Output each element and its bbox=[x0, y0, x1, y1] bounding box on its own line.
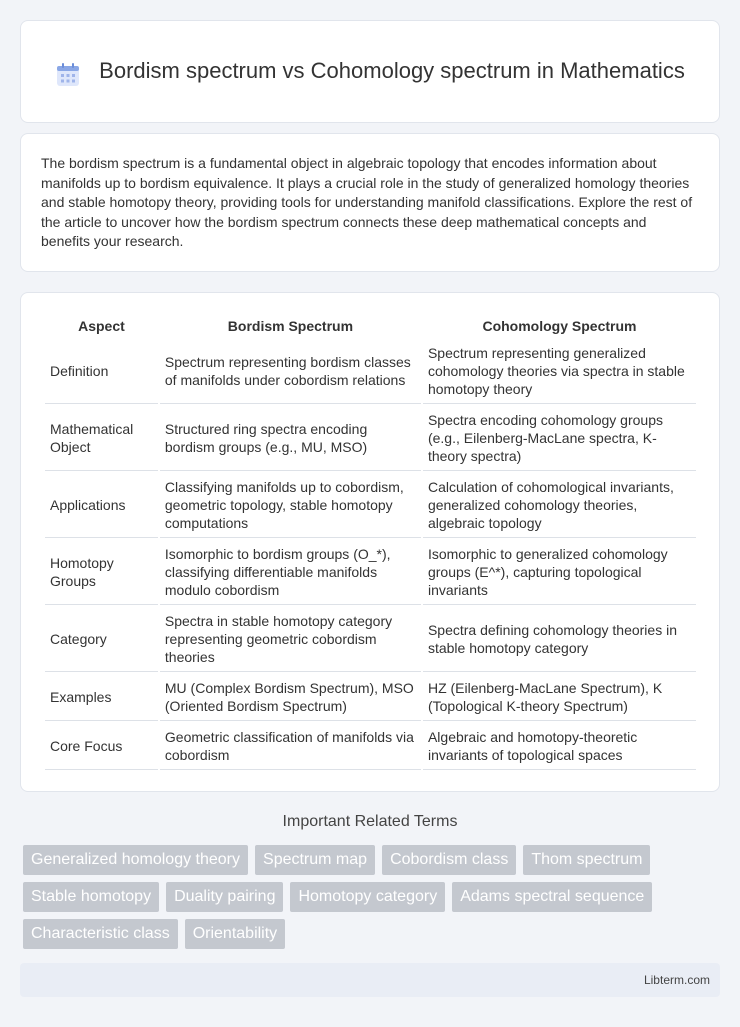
header-bordism: Bordism Spectrum bbox=[227, 318, 354, 334]
cell-aspect: Definition bbox=[45, 339, 158, 404]
related-term-tag[interactable]: Spectrum map bbox=[255, 845, 375, 875]
table-row bbox=[45, 723, 696, 770]
comparison-card bbox=[20, 292, 720, 792]
cell-cohomology: Spectrum representing generalized cohomology theories via spectra in stable homotopy theory bbox=[423, 339, 696, 404]
cell-aspect: Homotopy Groups bbox=[45, 540, 158, 605]
table-row bbox=[45, 473, 696, 538]
cell-cohomology: Spectra encoding cohomology groups (e.g., Eilenberg-MacLane spectra, K-theory spectra) bbox=[423, 406, 696, 471]
title-wrap bbox=[50, 56, 690, 88]
page-title: Bordism spectrum vs Cohomology spectrum in Mathematics bbox=[99, 57, 685, 83]
cell-bordism: Isomorphic to bordism groups (O_*), classifying differentiable manifolds modulo cobordism bbox=[160, 540, 421, 605]
table-row bbox=[45, 406, 696, 471]
related-term-tag[interactable]: Adams spectral sequence bbox=[452, 882, 652, 912]
related-term-tag[interactable]: Thom spectrum bbox=[523, 845, 650, 875]
header-cohomology: Cohomology Spectrum bbox=[482, 318, 637, 334]
cell-cohomology: HZ (Eilenberg-MacLane Spectrum), K (Topological K-theory Spectrum) bbox=[423, 674, 696, 721]
related-term-tag[interactable]: Stable homotopy bbox=[23, 882, 159, 912]
cell-aspect: Core Focus bbox=[45, 723, 158, 770]
header-aspect: Aspect bbox=[78, 318, 125, 334]
related-terms-title: Important Related Terms bbox=[282, 813, 458, 830]
cell-aspect: Mathematical Object bbox=[45, 406, 158, 471]
cell-aspect: Category bbox=[45, 607, 158, 672]
related-terms-list bbox=[23, 845, 713, 956]
cell-aspect: Examples bbox=[45, 674, 158, 721]
footer-brand-link[interactable]: Libterm.com bbox=[643, 973, 710, 987]
table-row bbox=[45, 607, 696, 672]
title-card bbox=[20, 20, 720, 123]
related-term-tag[interactable]: Cobordism class bbox=[382, 845, 516, 875]
cell-bordism: Spectrum representing bordism classes of manifolds under cobordism relations bbox=[160, 339, 421, 404]
table-row bbox=[45, 339, 696, 404]
related-term-tag[interactable]: Generalized homology theory bbox=[23, 845, 248, 875]
cell-aspect: Applications bbox=[45, 473, 158, 538]
related-term-tag[interactable]: Duality pairing bbox=[166, 882, 283, 912]
related-term-tag[interactable]: Characteristic class bbox=[23, 919, 178, 949]
related-term-tag[interactable]: Orientability bbox=[185, 919, 285, 949]
cell-bordism: Classifying manifolds up to cobordism, geometric topology, stable homotopy computations bbox=[160, 473, 421, 538]
cell-bordism: MU (Complex Bordism Spectrum), MSO (Oriented Bordism Spectrum) bbox=[160, 674, 421, 721]
table-header-row bbox=[45, 315, 696, 337]
cell-bordism: Spectra in stable homotopy category representing geometric cobordism theories bbox=[160, 607, 421, 672]
comparison-table bbox=[43, 313, 698, 772]
cell-cohomology: Spectra defining cohomology theories in stable homotopy category bbox=[423, 607, 696, 672]
table-row bbox=[45, 540, 696, 605]
table-row bbox=[45, 674, 696, 721]
cell-cohomology: Calculation of cohomological invariants, generalized cohomology theories, algebraic topology bbox=[423, 473, 696, 538]
cell-cohomology: Algebraic and homotopy-theoretic invariants of topological spaces bbox=[423, 723, 696, 770]
cell-cohomology: Isomorphic to generalized cohomology groups (E^*), capturing topological invariants bbox=[423, 540, 696, 605]
cell-bordism: Geometric classification of manifolds via cobordism bbox=[160, 723, 421, 770]
calendar-grid-icon bbox=[55, 62, 81, 88]
cell-bordism: Structured ring spectra encoding bordism groups (e.g., MU, MSO) bbox=[160, 406, 421, 471]
intro-card bbox=[20, 133, 720, 272]
intro-paragraph: The bordism spectrum is a fundamental object in algebraic topology that encodes information about manifolds up to bordism equivalence. It plays a crucial role in the study of generalized homology theories and stable homotopy theory, providing tools for understanding manifold classifications. Explore the rest of the article to uncover how the bordism spectrum connects these deep mathematical concepts and benefits your research. bbox=[41, 155, 693, 250]
footer bbox=[20, 963, 720, 997]
related-term-tag[interactable]: Homotopy category bbox=[290, 882, 445, 912]
